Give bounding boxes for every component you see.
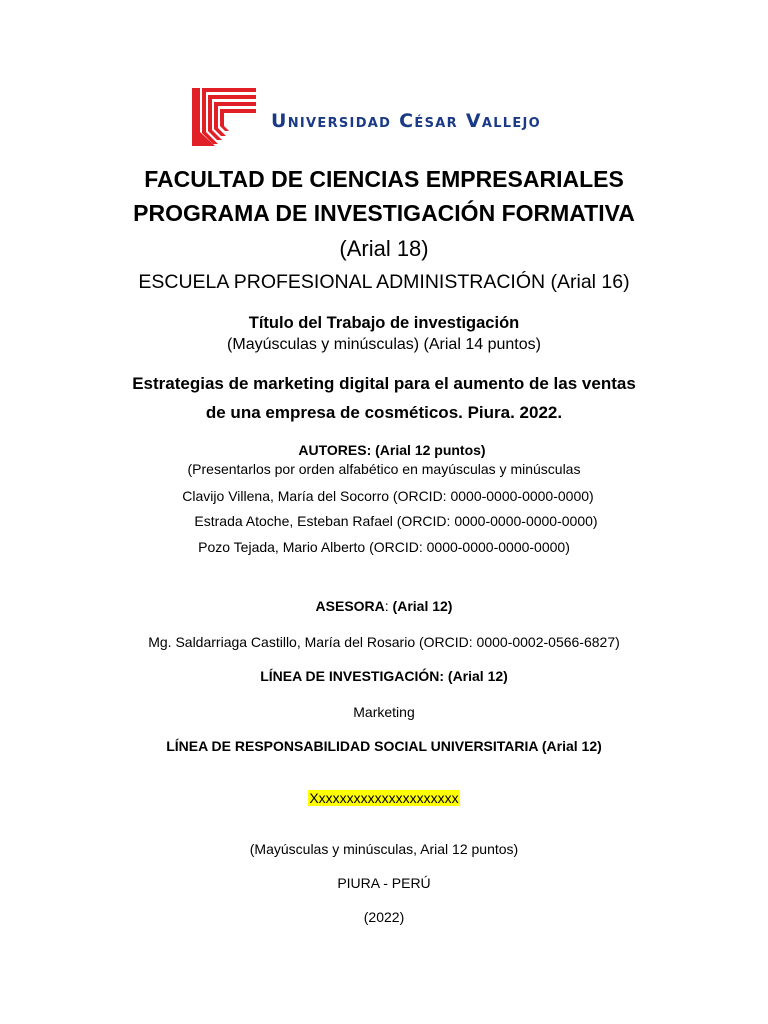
authors-label: AUTORES: (Arial 12 puntos)	[298, 442, 486, 458]
advisor-name: Mg. Saldarriaga Castillo, María del Rosario (ORCID: 0000-0002-0566-6827)	[148, 634, 620, 650]
font-note-heading: (Arial 18)	[339, 236, 429, 261]
social-line-value-wrap	[0, 790, 768, 806]
advisor-label: ASESORA	[315, 598, 385, 614]
research-line-label: LÍNEA DE INVESTIGACIÓN: (Arial 12)	[260, 668, 508, 684]
footer-note: (Mayúsculas y minúsculas, Arial 12 puntos)	[249, 841, 519, 857]
research-line-value: Marketing	[353, 704, 415, 720]
advisor-label-suffix: :	[384, 598, 393, 614]
footer-place: PIURA - PERÚ	[337, 875, 431, 891]
social-line-label: LÍNEA DE RESPONSABILIDAD SOCIAL UNIVERSITARIA (Arial 12)	[166, 738, 602, 754]
social-line-value: Xxxxxxxxxxxxxxxxxxxxx	[309, 790, 459, 806]
school-heading: ESCUELA PROFESIONAL ADMINISTRACIÓN (Arial 16)	[138, 271, 630, 293]
program-heading: PROGRAMA DE INVESTIGACIÓN FORMATIVA	[133, 200, 635, 226]
authors-note: (Presentarlos por orden alfabético en mayúsculas y minúsculas	[187, 461, 581, 477]
university-logo	[192, 88, 564, 146]
title-label: Título del Trabajo de investigación	[248, 314, 520, 332]
author-item: Clavijo Villena, María del Socorro (ORCID: 0000-0000-0000-0000)	[182, 488, 594, 504]
author-item: Estrada Atoche, Esteban Rafael (ORCID: 0000-0000-0000-0000)	[194, 513, 598, 529]
footer-year: (2022)	[363, 909, 405, 925]
ucv-emblem-icon	[192, 88, 256, 146]
advisor-font-note: (Arial 12)	[392, 598, 453, 614]
title-note: (Mayúsculas y minúsculas) (Arial 14 puntos)	[227, 336, 541, 353]
university-wordmark: Universidad César Vallejo	[271, 110, 542, 132]
research-title-line2: de una empresa de cosméticos. Piura. 2022.	[205, 403, 563, 422]
advisor-label-line	[0, 598, 768, 614]
author-item: Pozo Tejada, Mario Alberto (ORCID: 0000-0000-0000-0000)	[198, 539, 570, 555]
faculty-heading: FACULTAD DE CIENCIAS EMPRESARIALES	[144, 166, 624, 192]
research-title-line1: Estrategias de marketing digital para el aumento de las ventas	[132, 374, 636, 393]
